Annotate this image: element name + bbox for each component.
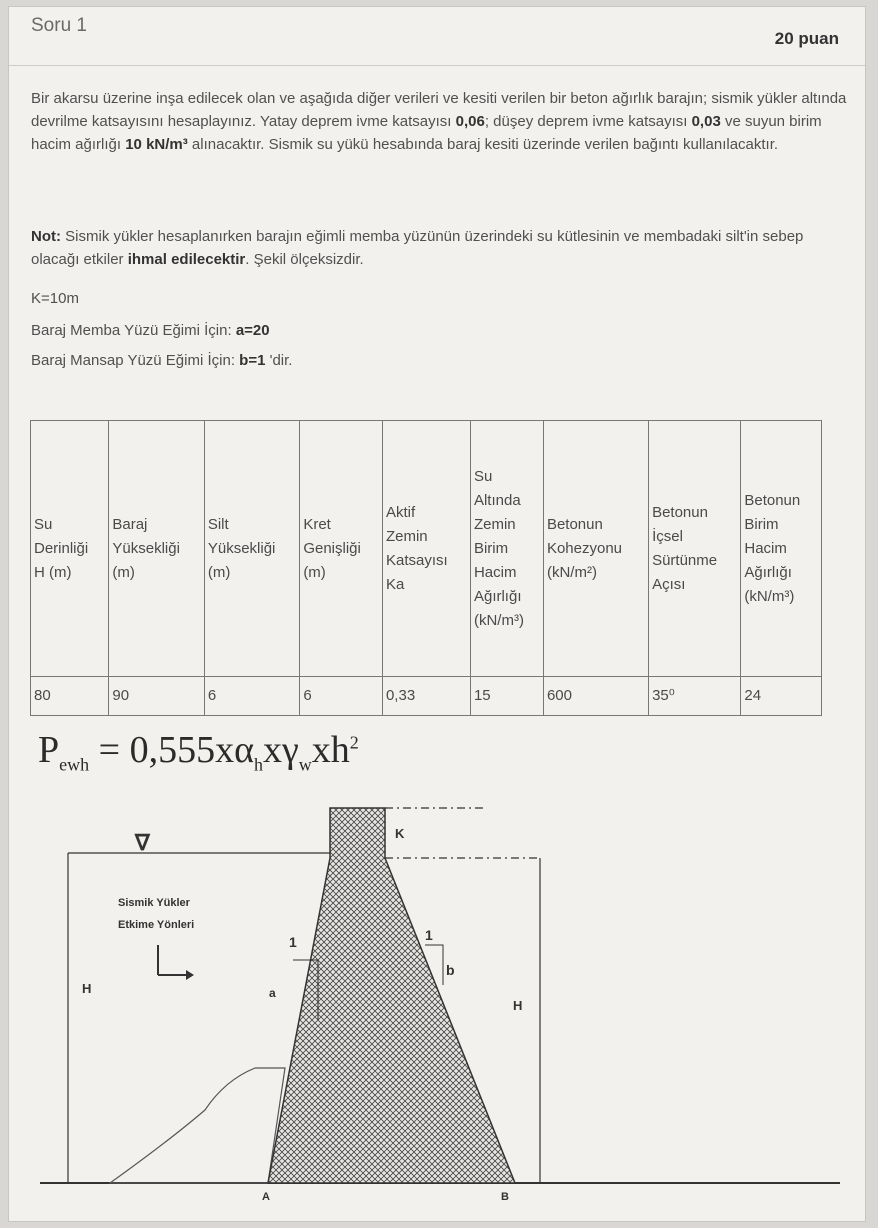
upstream-slope-1-label: 1 (289, 934, 297, 950)
downstream-suffix: 'dir. (265, 352, 293, 369)
table-header-line: (m) (207, 563, 231, 581)
table-header-cell (204, 421, 299, 677)
upstream-label: Baraj Memba Yüzü Eğimi İçin: (31, 322, 236, 339)
table-header-line: H (m) (34, 563, 72, 581)
crest-k-label: K (395, 826, 405, 841)
table-header-line: Birim (473, 539, 509, 557)
question-title: Soru 1 (31, 15, 87, 36)
table-value-cell: 80 (31, 677, 109, 716)
table-header-cell (382, 421, 470, 677)
p1-kv: 0,03 (691, 113, 721, 130)
table-value-cell: 0,33 (382, 677, 470, 716)
table-header-line: Sürtünme (652, 551, 718, 569)
p1-text-3: ve suyun birim hacim ağırlığı (31, 113, 822, 153)
table-header-cell (741, 421, 822, 677)
table-header-line: Betonun (744, 491, 801, 509)
left-h-label: H (82, 981, 92, 996)
table-value-cell: 24 (741, 677, 822, 716)
param-upstream (31, 319, 851, 342)
formula-w-sub: w (298, 754, 312, 775)
formula-sup: 2 (349, 732, 359, 753)
seismic-label-2: Etkime Yönleri (118, 919, 195, 931)
param-k: K=10m (31, 290, 79, 307)
table-header-row (31, 421, 822, 677)
downstream-label: Baraj Mansap Yüzü Eğimi İçin: (31, 352, 240, 369)
table-header-line: Betonun (652, 503, 708, 521)
p1-text-4: alınacaktır. Sismik su yükü hesabında baraj kesiti üzerinde verilen bağıntı kullanılacaktır. (187, 136, 779, 153)
table-header-cell (649, 421, 741, 677)
table-header-line: (kN/m³) (473, 611, 524, 629)
table-header-line: Yüksekliği (207, 539, 276, 557)
dam-body (268, 808, 515, 1183)
table-header-line: Hacim (744, 539, 787, 557)
table-value-cell: 15 (470, 677, 543, 716)
table-header-line: Açısı (652, 575, 686, 593)
p1-text-1: Bir akarsu üzerine inşa edilecek olan ve aşağıda diğer verileri ve kesiti verilen bir beton ağırlık barajın; sismik yükler altında devrilme katsayısını hesaplayınız. Yatay deprem ivme katsayısı (31, 90, 847, 130)
note-text-2: . Şekil ölçeksizdir. (245, 251, 364, 268)
table-value-cell: 6 (300, 677, 383, 716)
p1-gw: 10 kN/m³ (125, 136, 188, 153)
table-header-cell (543, 421, 648, 677)
table-header-line: Birim (744, 515, 779, 533)
table-header-line: (m) (112, 563, 135, 581)
question-points: 20 puan (774, 29, 839, 48)
table-header-line: (kN/m²) (546, 563, 597, 581)
downstream-slope-b-label: b (446, 962, 455, 978)
table-header-cell (300, 421, 383, 677)
table-value-cell: 6 (204, 677, 299, 716)
question-header (9, 7, 865, 66)
table-header-line: Yüksekliği (112, 539, 180, 557)
formula-rhs: = 0,555xα (89, 729, 254, 771)
water-level-symbol: ∇ (135, 830, 150, 855)
table-header-line: Hacim (473, 563, 517, 581)
table-header-cell (31, 421, 109, 677)
silt-deposit (110, 1068, 285, 1183)
table-header-cell (109, 421, 204, 677)
upstream-value: a=20 (235, 322, 270, 339)
table-header-line: İçsel (652, 527, 683, 545)
table-header-line: Kohezyonu (546, 539, 623, 557)
p1-kh: 0,06 (455, 113, 485, 130)
point-a-label: A (262, 1191, 270, 1203)
table-header-line: Derinliği (34, 539, 89, 557)
table-header-line: Ağırlığı (744, 563, 792, 581)
seismic-water-formula (38, 728, 359, 776)
downstream-slope-1-label: 1 (425, 927, 433, 943)
seismic-label-1: Sismik Yükler (118, 897, 190, 909)
table-header-cell (470, 421, 543, 677)
table-header-line: Genişliği (303, 539, 361, 557)
formula-p-sub: ewh (59, 754, 90, 775)
p1-text-2: ; düşey deprem ivme katsayısı (484, 113, 692, 130)
table-header-line: Altında (473, 491, 521, 509)
formula-end: xh (311, 729, 350, 771)
table-header-line: (kN/m³) (744, 587, 795, 605)
param-downstream (31, 349, 851, 372)
table-header-line: Silt (207, 515, 229, 533)
note-text-1: Sismik yükler hesaplanırken barajın eğimli memba yüzünün üzerindeki su kütlesinin ve membadaki silt'in sebep olacağı etkiler (31, 228, 804, 268)
table-header-line: Aktif (385, 503, 416, 521)
note-label: Not: (31, 228, 61, 245)
table-header-line: Ağırlığı (473, 587, 522, 605)
upstream-slope-a-label: a (269, 986, 276, 1000)
table-header-line: Kret (303, 515, 331, 533)
table-value-cell: 90 (109, 677, 204, 716)
formula-mid: xγ (262, 729, 299, 771)
problem-paragraph (31, 87, 851, 156)
table-header-line: Su (34, 515, 53, 533)
table-value-cell: 35⁰ (649, 677, 741, 716)
seismic-arrow-head (186, 970, 194, 980)
point-b-label: B (501, 1191, 509, 1203)
note-emphasis: ihmal edilecektir (127, 251, 246, 268)
table-header-line: Zemin (473, 515, 516, 533)
data-table (30, 420, 822, 716)
table-header-line: Ka (385, 575, 405, 593)
table-header-line: Katsayısı (385, 551, 448, 569)
table-header-line: (m) (303, 563, 326, 581)
formula-h-sub: h (253, 754, 263, 775)
table-header-line: Betonun (546, 515, 603, 533)
right-h-label: H (513, 998, 523, 1013)
formula-p: P (38, 729, 60, 771)
table-header-line: Su (473, 467, 493, 485)
table-value-row (31, 677, 822, 716)
note-paragraph (31, 225, 851, 271)
table-value-cell: 600 (543, 677, 648, 716)
downstream-value: b=1 (239, 352, 266, 369)
table-header-line: Baraj (112, 515, 148, 533)
dam-cross-section-diagram (0, 780, 878, 1220)
table-header-line: Zemin (385, 527, 428, 545)
